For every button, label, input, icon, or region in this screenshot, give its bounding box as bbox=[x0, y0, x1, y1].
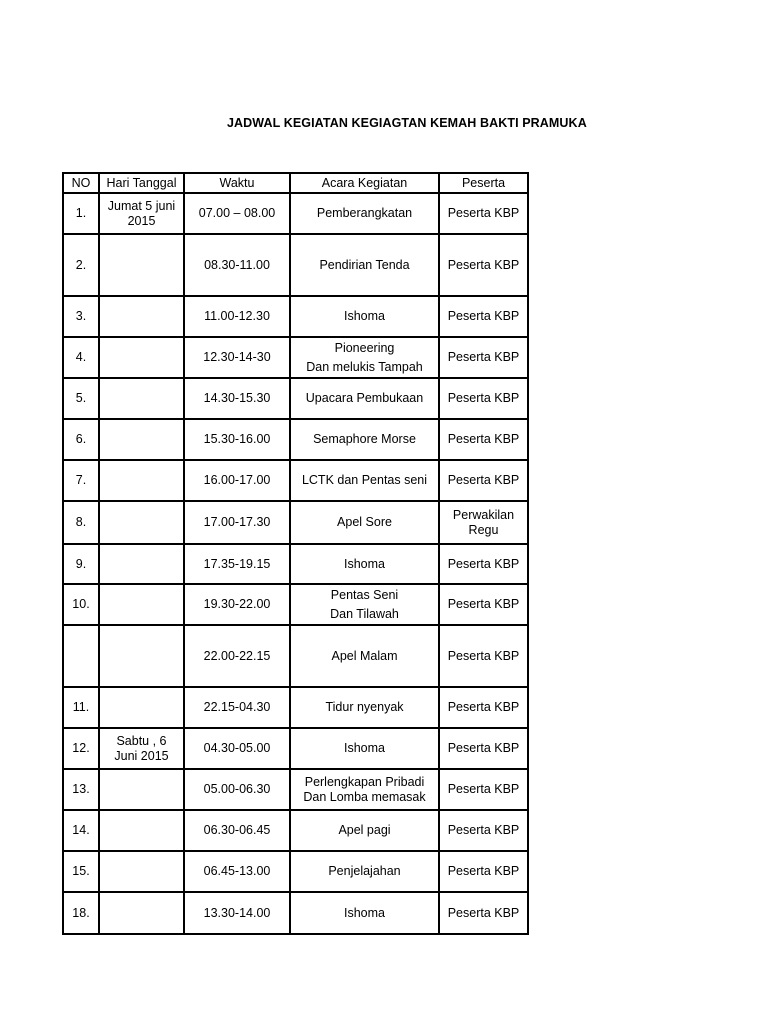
cell-acara-kegiatan bbox=[290, 378, 439, 419]
cell-peserta-line: Peserta KBP bbox=[447, 823, 520, 837]
cell-hari-tanggal-line: Juni 2015 bbox=[114, 748, 169, 763]
cell-peserta-line: Peserta KBP bbox=[447, 556, 520, 571]
cell-acara-kegiatan-line: Dan Tilawah bbox=[330, 606, 399, 621]
cell-acara-kegiatan-line: Semaphore Morse bbox=[313, 432, 416, 446]
cell-hari-tanggal bbox=[99, 851, 184, 892]
cell-acara-kegiatan bbox=[290, 810, 439, 851]
cell-waktu: 05.00-06.30 bbox=[184, 769, 290, 810]
table-row bbox=[63, 584, 528, 625]
cell-acara-kegiatan bbox=[290, 625, 439, 687]
cell-peserta-line: Perwakilan bbox=[452, 507, 515, 522]
cell-peserta bbox=[439, 501, 528, 544]
cell-acara-kegiatan-line: Ishoma bbox=[344, 309, 385, 323]
schedule-table bbox=[62, 172, 529, 935]
cell-waktu: 06.45-13.00 bbox=[184, 851, 290, 892]
cell-acara-kegiatan bbox=[290, 769, 439, 810]
cell-waktu: 07.00 – 08.00 bbox=[184, 193, 290, 234]
header-waktu: Waktu bbox=[184, 173, 290, 193]
cell-acara-kegiatan-line: Pemberangkatan bbox=[316, 206, 413, 220]
table-row bbox=[63, 769, 528, 810]
cell-hari-tanggal bbox=[99, 193, 184, 234]
cell-waktu: 22.15-04.30 bbox=[184, 687, 290, 728]
cell-peserta bbox=[439, 296, 528, 337]
cell-acara-kegiatan-line: Apel Malam bbox=[331, 648, 398, 663]
cell-peserta bbox=[439, 544, 528, 584]
table-row bbox=[63, 892, 528, 934]
cell-peserta bbox=[439, 378, 528, 419]
cell-peserta-line: Peserta KBP bbox=[447, 864, 520, 878]
cell-peserta bbox=[439, 728, 528, 769]
cell-peserta-line: Peserta KBP bbox=[447, 741, 520, 755]
header-no: NO bbox=[63, 173, 99, 193]
cell-acara-kegiatan bbox=[290, 584, 439, 625]
table-row bbox=[63, 501, 528, 544]
cell-acara-kegiatan-line: Penjelajahan bbox=[328, 864, 401, 878]
cell-waktu: 04.30-05.00 bbox=[184, 728, 290, 769]
cell-peserta bbox=[439, 234, 528, 296]
table-row bbox=[63, 851, 528, 892]
cell-hari-tanggal bbox=[99, 625, 184, 687]
cell-waktu: 11.00-12.30 bbox=[184, 296, 290, 337]
table-row bbox=[63, 810, 528, 851]
cell-waktu: 19.30-22.00 bbox=[184, 584, 290, 625]
cell-hari-tanggal bbox=[99, 234, 184, 296]
cell-hari-tanggal bbox=[99, 544, 184, 584]
cell-acara-kegiatan bbox=[290, 193, 439, 234]
cell-peserta-line: Peserta KBP bbox=[447, 391, 520, 405]
cell-acara-kegiatan-line: Dan melukis Tampah bbox=[306, 359, 423, 374]
cell-acara-kegiatan bbox=[290, 296, 439, 337]
table-row bbox=[63, 460, 528, 501]
cell-peserta-line: Peserta KBP bbox=[447, 597, 520, 611]
cell-hari-tanggal bbox=[99, 378, 184, 419]
cell-waktu: 13.30-14.00 bbox=[184, 892, 290, 934]
cell-acara-kegiatan bbox=[290, 234, 439, 296]
cell-hari-tanggal bbox=[99, 687, 184, 728]
cell-peserta bbox=[439, 584, 528, 625]
cell-peserta-line: Peserta KBP bbox=[447, 648, 520, 663]
cell-no: 2. bbox=[63, 234, 99, 296]
table-header-row bbox=[63, 173, 528, 193]
cell-acara-kegiatan bbox=[290, 501, 439, 544]
cell-hari-tanggal bbox=[99, 769, 184, 810]
cell-waktu: 17.00-17.30 bbox=[184, 501, 290, 544]
cell-peserta-line: Peserta KBP bbox=[447, 905, 520, 920]
cell-acara-kegiatan-line: Apel Sore bbox=[337, 515, 392, 529]
cell-no bbox=[63, 625, 99, 687]
cell-no: 7. bbox=[63, 460, 99, 501]
header-acara-kegiatan: Acara Kegiatan bbox=[290, 173, 439, 193]
cell-peserta-line: Peserta KBP bbox=[447, 782, 520, 796]
cell-hari-tanggal bbox=[99, 584, 184, 625]
table-row bbox=[63, 419, 528, 460]
cell-peserta bbox=[439, 460, 528, 501]
cell-acara-kegiatan-line: Tidur nyenyak bbox=[325, 700, 404, 714]
cell-peserta bbox=[439, 810, 528, 851]
cell-peserta-line: Peserta KBP bbox=[447, 700, 520, 714]
cell-hari-tanggal bbox=[99, 810, 184, 851]
cell-acara-kegiatan bbox=[290, 851, 439, 892]
cell-peserta-line: Regu bbox=[468, 522, 499, 537]
cell-hari-tanggal bbox=[99, 419, 184, 460]
header-hari-tanggal: Hari Tanggal bbox=[99, 173, 184, 193]
cell-acara-kegiatan-line: Pentas Seni bbox=[330, 587, 399, 602]
cell-no: 5. bbox=[63, 378, 99, 419]
cell-hari-tanggal-line: 2015 bbox=[127, 213, 156, 228]
cell-peserta-line: Peserta KBP bbox=[447, 309, 520, 323]
cell-peserta bbox=[439, 687, 528, 728]
cell-no: 8. bbox=[63, 501, 99, 544]
cell-hari-tanggal-line: Jumat 5 juni bbox=[107, 198, 176, 213]
cell-peserta bbox=[439, 193, 528, 234]
cell-waktu: 15.30-16.00 bbox=[184, 419, 290, 460]
cell-peserta-line: Peserta KBP bbox=[447, 473, 520, 487]
cell-no: 12. bbox=[63, 728, 99, 769]
cell-peserta bbox=[439, 337, 528, 378]
cell-no: 13. bbox=[63, 769, 99, 810]
cell-acara-kegiatan bbox=[290, 728, 439, 769]
cell-acara-kegiatan-line: Ishoma bbox=[344, 556, 385, 571]
cell-acara-kegiatan bbox=[290, 544, 439, 584]
cell-waktu: 12.30-14-30 bbox=[184, 337, 290, 378]
cell-acara-kegiatan-line: Ishoma bbox=[344, 741, 385, 755]
cell-peserta bbox=[439, 851, 528, 892]
cell-hari-tanggal bbox=[99, 501, 184, 544]
cell-no: 18. bbox=[63, 892, 99, 934]
cell-acara-kegiatan bbox=[290, 419, 439, 460]
cell-acara-kegiatan-line: Ishoma bbox=[344, 905, 385, 920]
table-row bbox=[63, 625, 528, 687]
cell-hari-tanggal-line: Sabtu , 6 bbox=[116, 733, 167, 748]
cell-no: 10. bbox=[63, 584, 99, 625]
table-row bbox=[63, 337, 528, 378]
cell-waktu: 08.30-11.00 bbox=[184, 234, 290, 296]
cell-no: 6. bbox=[63, 419, 99, 460]
cell-no: 4. bbox=[63, 337, 99, 378]
table-row bbox=[63, 234, 528, 296]
cell-no: 14. bbox=[63, 810, 99, 851]
cell-hari-tanggal bbox=[99, 728, 184, 769]
table-row bbox=[63, 296, 528, 337]
cell-waktu: 22.00-22.15 bbox=[184, 625, 290, 687]
table-row bbox=[63, 728, 528, 769]
cell-acara-kegiatan-line: Upacara Pembukaan bbox=[305, 391, 424, 405]
table-row bbox=[63, 193, 528, 234]
cell-acara-kegiatan-line: Perlengkapan Pribadi bbox=[304, 774, 425, 789]
cell-peserta bbox=[439, 625, 528, 687]
table-row bbox=[63, 544, 528, 584]
document-title: JADWAL KEGIATAN KEGIAGTAN KEMAH BAKTI PRAMUKA bbox=[227, 116, 587, 130]
cell-no: 3. bbox=[63, 296, 99, 337]
cell-acara-kegiatan-line: Dan Lomba memasak bbox=[303, 789, 426, 804]
schedule-body bbox=[63, 193, 528, 934]
cell-acara-kegiatan bbox=[290, 460, 439, 501]
cell-acara-kegiatan bbox=[290, 337, 439, 378]
cell-waktu: 06.30-06.45 bbox=[184, 810, 290, 851]
cell-no: 9. bbox=[63, 544, 99, 584]
cell-acara-kegiatan bbox=[290, 687, 439, 728]
cell-acara-kegiatan-line: LCTK dan Pentas seni bbox=[301, 473, 428, 487]
cell-waktu: 14.30-15.30 bbox=[184, 378, 290, 419]
cell-peserta-line: Peserta KBP bbox=[447, 257, 520, 272]
cell-waktu: 16.00-17.00 bbox=[184, 460, 290, 501]
cell-waktu: 17.35-19.15 bbox=[184, 544, 290, 584]
cell-peserta bbox=[439, 769, 528, 810]
cell-peserta-line: Peserta KBP bbox=[447, 206, 520, 220]
cell-acara-kegiatan-line: Pioneering bbox=[334, 340, 395, 355]
cell-peserta bbox=[439, 892, 528, 934]
cell-no: 11. bbox=[63, 687, 99, 728]
cell-hari-tanggal bbox=[99, 460, 184, 501]
cell-no: 1. bbox=[63, 193, 99, 234]
cell-hari-tanggal bbox=[99, 892, 184, 934]
cell-acara-kegiatan-line: Apel pagi bbox=[338, 823, 391, 837]
table-row bbox=[63, 687, 528, 728]
cell-hari-tanggal bbox=[99, 337, 184, 378]
cell-peserta-line: Peserta KBP bbox=[447, 432, 520, 446]
cell-no: 15. bbox=[63, 851, 99, 892]
cell-acara-kegiatan bbox=[290, 892, 439, 934]
cell-peserta-line: Peserta KBP bbox=[447, 350, 520, 364]
document-title-area bbox=[227, 113, 587, 133]
cell-hari-tanggal bbox=[99, 296, 184, 337]
cell-acara-kegiatan-line: Pendirian Tenda bbox=[319, 257, 410, 272]
table-row bbox=[63, 378, 528, 419]
cell-peserta bbox=[439, 419, 528, 460]
header-peserta: Peserta bbox=[439, 173, 528, 193]
